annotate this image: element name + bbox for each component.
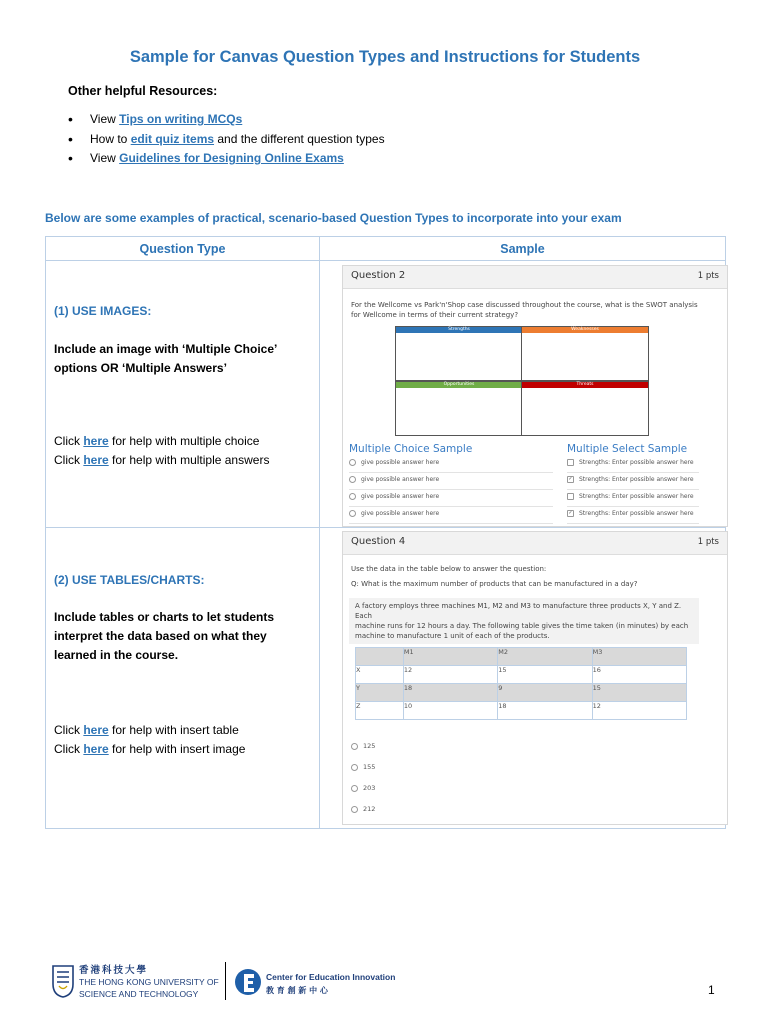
cei-name: Center for Education Innovation bbox=[266, 972, 396, 982]
section-description: Include tables or charts to let students interpret the data based on what they learned in the course. bbox=[54, 610, 275, 662]
checkbox-icon[interactable] bbox=[567, 493, 574, 500]
radio-icon[interactable] bbox=[349, 493, 356, 500]
cei-emblem-icon bbox=[234, 966, 262, 996]
intro-text: Below are some examples of practical, scenario-based Question Types to incorporate into your exam bbox=[45, 211, 622, 225]
section-description: Include an image with ‘Multiple Choice’ options OR ‘Multiple Answers’ bbox=[54, 342, 277, 375]
question-4-screenshot bbox=[342, 531, 728, 825]
data-table bbox=[355, 647, 687, 720]
hkust-chinese-name: 香港科技大學 bbox=[79, 965, 149, 976]
guidelines-link[interactable]: Guidelines for Designing Online Exams bbox=[119, 151, 344, 165]
mc-option[interactable]: give possible answer here bbox=[349, 490, 553, 507]
help-multiple-answers-link[interactable]: here bbox=[83, 453, 109, 467]
radio-icon[interactable] bbox=[349, 510, 356, 517]
question-text: For the Wellcome vs Park'n'Shop case discussed throughout the course, what is the SWOT analysis for Wellcome in terms of their current strategy? bbox=[351, 301, 698, 319]
question-points: 1 pts bbox=[697, 537, 719, 547]
ms-option[interactable]: ✓ Strengths: Enter possible answer here bbox=[567, 473, 699, 490]
resources-list bbox=[68, 112, 385, 171]
question-title: Question 2 bbox=[351, 270, 406, 281]
help-line: Click here for help with insert image bbox=[54, 742, 246, 756]
question-2-screenshot bbox=[342, 265, 728, 527]
question-text: Q: What is the maximum number of products that can be manufactured in a day? bbox=[351, 580, 638, 588]
resources-heading: Other helpful Resources: bbox=[68, 84, 218, 98]
multiple-select-sample-label: Multiple Select Sample bbox=[567, 443, 688, 455]
radio-icon[interactable] bbox=[349, 459, 356, 466]
help-line: Click here for help with insert table bbox=[54, 723, 239, 737]
radio-icon[interactable] bbox=[349, 476, 356, 483]
table-row: M1 M2 M3 bbox=[356, 648, 687, 666]
row-images-description bbox=[46, 261, 320, 528]
swot-opportunities-box: Opportunities bbox=[395, 381, 523, 436]
question-types-table bbox=[45, 236, 726, 829]
table-row: Z 10 18 12 bbox=[356, 702, 687, 720]
table-row: Y 18 9 15 bbox=[356, 684, 687, 702]
hkust-english-line2: SCIENCE AND TECHNOLOGY bbox=[79, 989, 199, 999]
ms-option[interactable]: Strengths: Enter possible answer here bbox=[567, 490, 699, 507]
tips-mcq-link[interactable]: Tips on writing MCQs bbox=[119, 112, 243, 126]
resource-item: • View Guidelines for Designing Online Exams bbox=[68, 151, 385, 171]
row-images-sample bbox=[320, 261, 726, 528]
cei-chinese-name: 教 育 創 新 中 心 bbox=[266, 986, 328, 995]
mc-option[interactable]: give possible answer here bbox=[349, 507, 553, 524]
swot-weaknesses-box: Weaknesses bbox=[521, 326, 649, 381]
help-multiple-choice-link[interactable]: here bbox=[83, 434, 109, 448]
answer-option[interactable]: 203 bbox=[351, 784, 375, 792]
radio-icon[interactable] bbox=[351, 743, 358, 750]
swot-threats-box: Threats bbox=[521, 381, 649, 436]
page-number: 1 bbox=[708, 983, 715, 997]
radio-icon[interactable] bbox=[351, 806, 358, 813]
checkbox-checked-icon[interactable]: ✓ bbox=[568, 476, 573, 482]
help-insert-image-link[interactable]: here bbox=[83, 742, 109, 756]
edit-quiz-items-link[interactable]: edit quiz items bbox=[130, 131, 215, 146]
question-context: A factory employs three machines M1, M2 and M3 to manufacture three products X, Y and Z. Each machine runs for 12 hours a day. The following table gives the time taken (in minutes) by each machine to manufacture 1 unit of each of the products. bbox=[349, 598, 699, 644]
multiple-choice-sample-label: Multiple Choice Sample bbox=[349, 443, 473, 455]
section-title: (1) USE IMAGES: bbox=[54, 304, 152, 318]
question-instruction: Use the data in the table below to answer the question: bbox=[351, 565, 547, 573]
answer-option[interactable]: 125 bbox=[351, 742, 375, 750]
checkbox-checked-icon[interactable]: ✓ bbox=[568, 510, 573, 516]
hkust-english-line1: THE HONG KONG UNIVERSITY OF bbox=[79, 977, 219, 987]
question-title: Question 4 bbox=[351, 536, 406, 547]
footer-divider bbox=[225, 962, 226, 1000]
resource-item: • View Tips on writing MCQs bbox=[68, 112, 385, 132]
ms-option[interactable]: ✓ Strengths: Enter possible answer here bbox=[567, 507, 699, 524]
answer-option[interactable]: 155 bbox=[351, 763, 375, 771]
table-row: X 12 15 16 bbox=[356, 666, 687, 684]
section-title: (2) USE TABLES/CHARTS: bbox=[54, 573, 205, 587]
resource-item: • How to edit quiz items and the different question types bbox=[68, 132, 385, 152]
hkust-crest-icon bbox=[52, 964, 74, 998]
mc-option[interactable]: give possible answer here bbox=[349, 473, 553, 490]
help-insert-table-link[interactable]: here bbox=[83, 723, 109, 737]
help-line: Click here for help with multiple answers bbox=[54, 453, 270, 467]
ms-option[interactable]: Strengths: Enter possible answer here bbox=[567, 456, 699, 473]
radio-icon[interactable] bbox=[351, 785, 358, 792]
row-tables-sample bbox=[320, 528, 726, 829]
column-header-question-type: Question Type bbox=[46, 237, 320, 261]
swot-strengths-box: Strengths bbox=[395, 326, 523, 381]
radio-icon[interactable] bbox=[351, 764, 358, 771]
checkbox-icon[interactable] bbox=[567, 459, 574, 466]
mc-option[interactable]: give possible answer here bbox=[349, 456, 553, 473]
row-tables-description bbox=[46, 528, 320, 829]
page-title: Sample for Canvas Question Types and Instructions for Students bbox=[129, 48, 641, 66]
question-points: 1 pts bbox=[697, 271, 719, 281]
answer-option[interactable]: 212 bbox=[351, 805, 375, 813]
help-line: Click here for help with multiple choice bbox=[54, 434, 260, 448]
column-header-sample: Sample bbox=[320, 237, 726, 261]
